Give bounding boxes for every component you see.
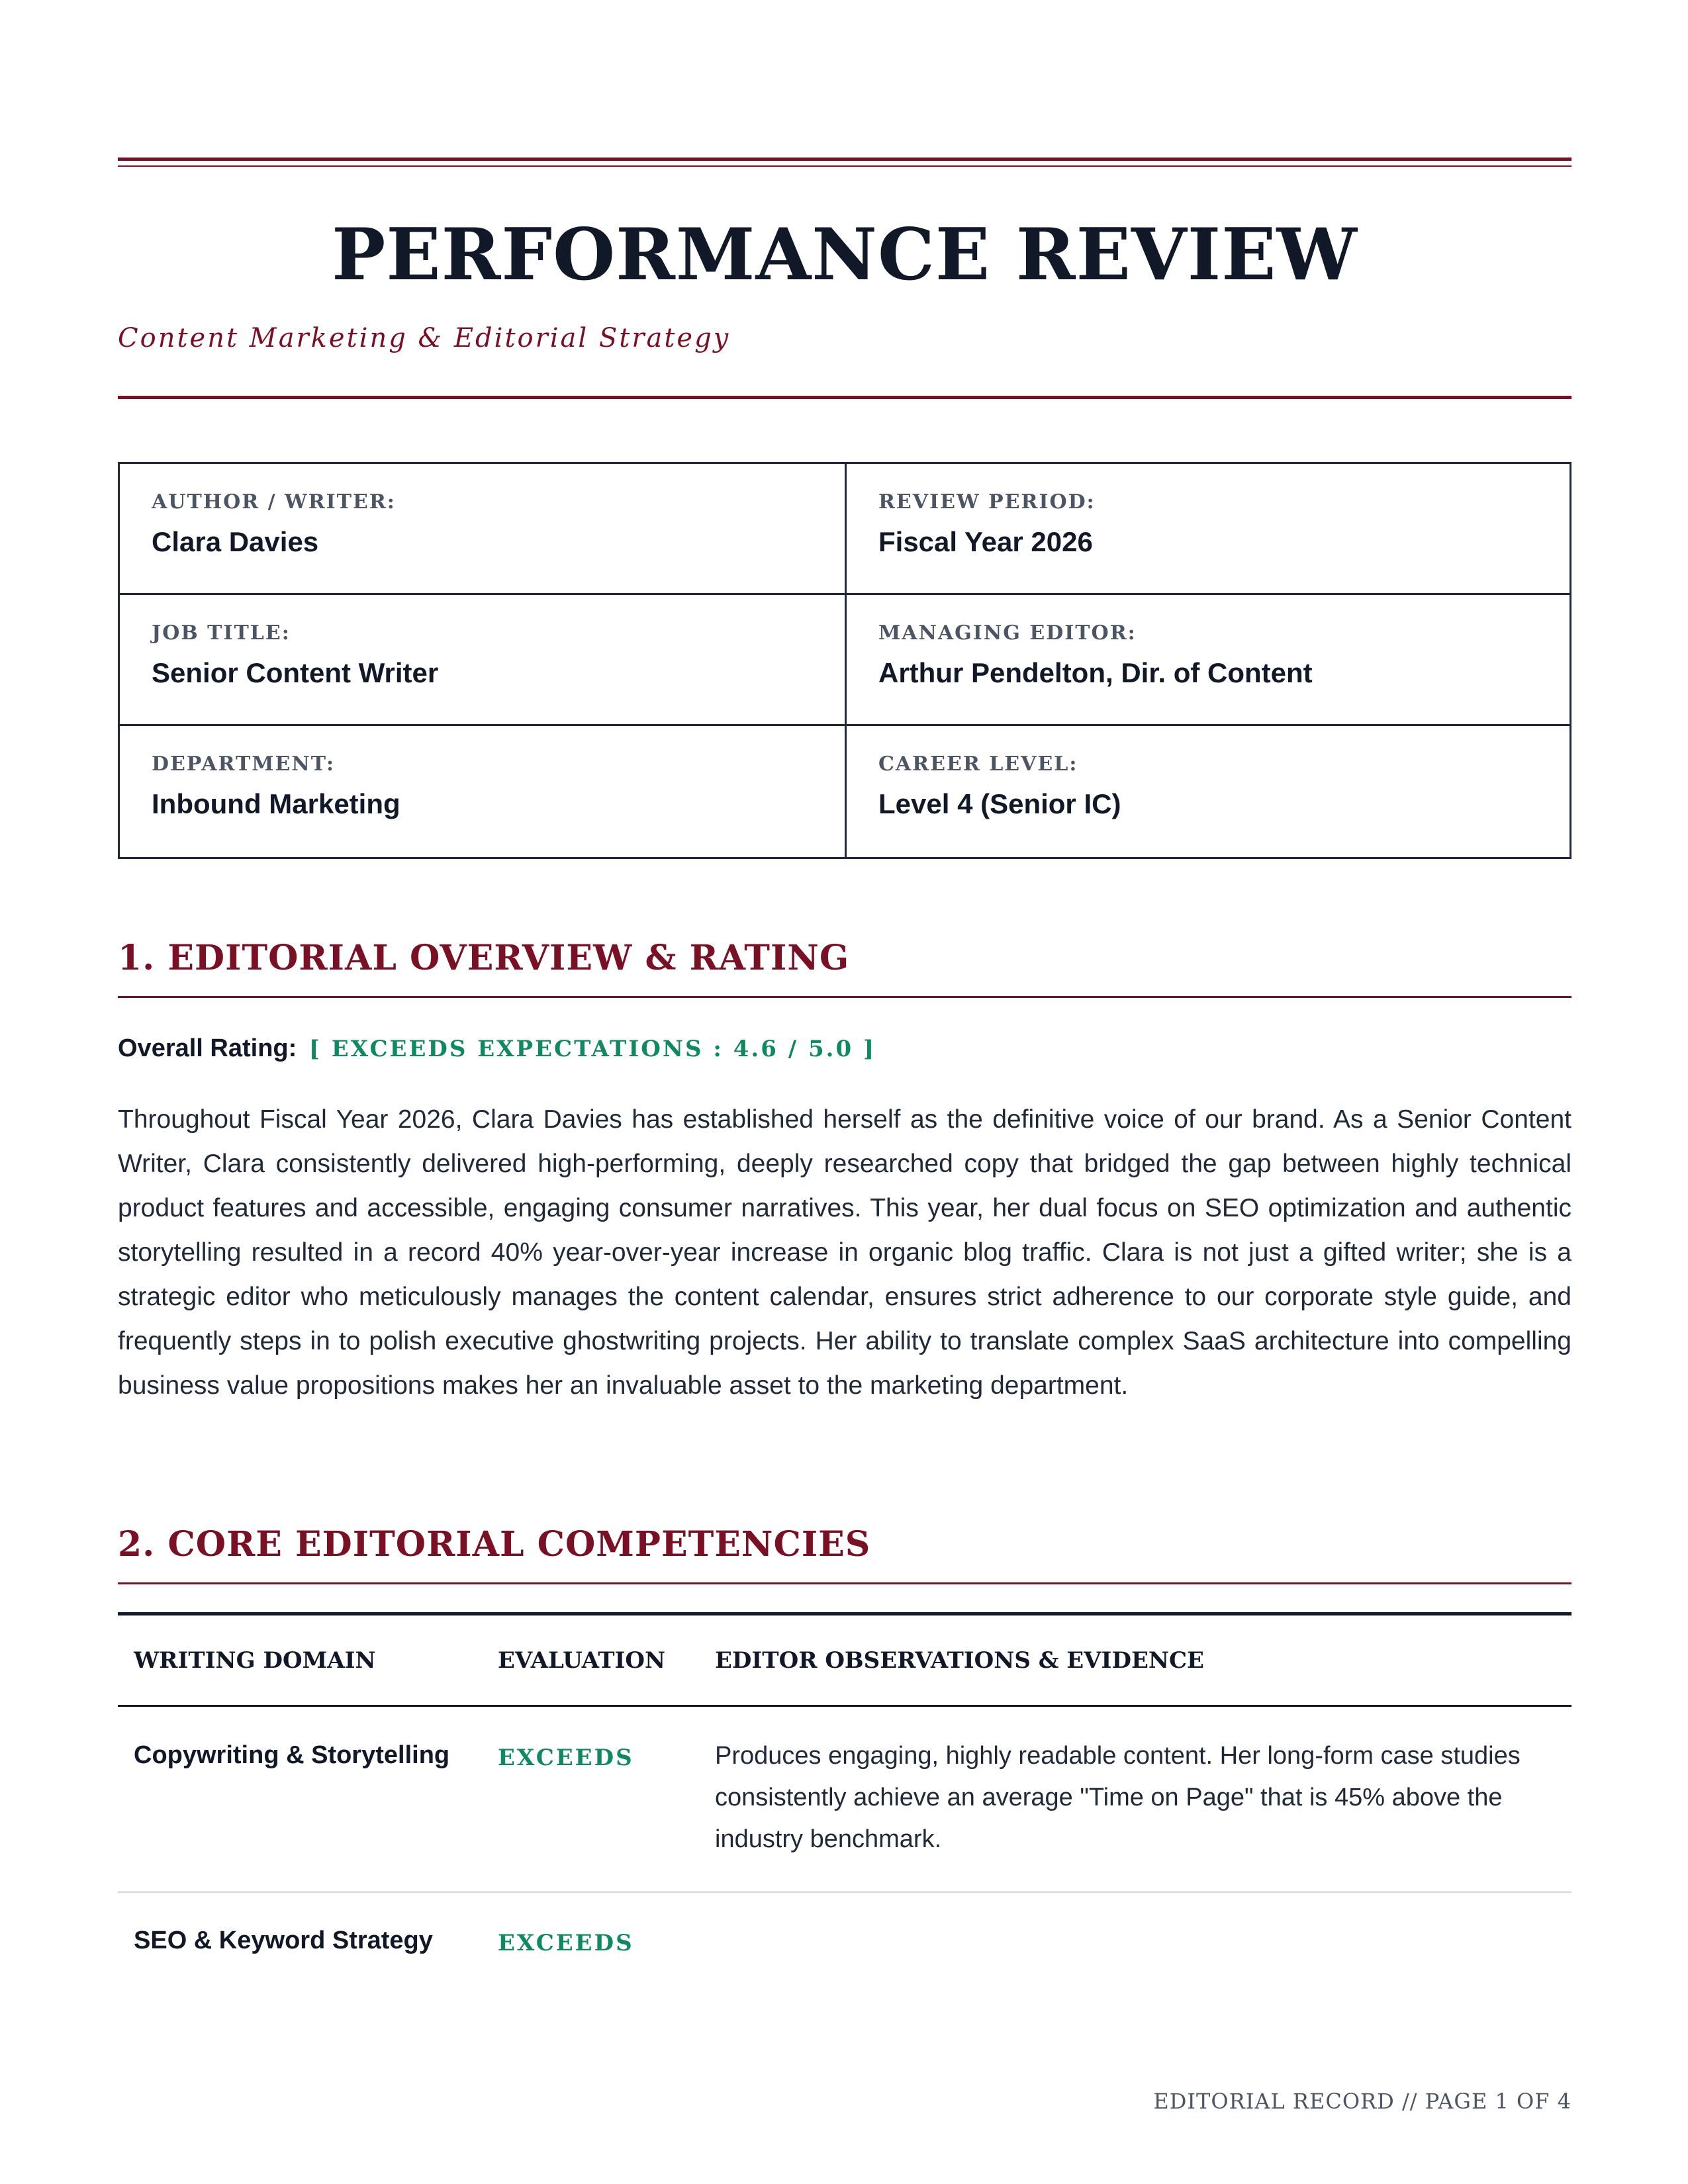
row1-domain: Copywriting & Storytelling [134, 1741, 450, 1769]
info-cell-period [845, 464, 1570, 595]
row1-observations: Produces engaging, highly readable content. Her long-form case studies consistently achieve an average "Time on Page" that is 45% above the industry benchmark. [715, 1742, 1521, 1853]
author-label: AUTHOR / WRITER: [152, 490, 396, 514]
header-rule-thin [118, 165, 1571, 167]
author-value: Clara Davies [152, 526, 319, 557]
competency-header-rule [118, 1705, 1571, 1707]
info-cell-author [120, 464, 845, 595]
row2-domain: SEO & Keyword Strategy [134, 1927, 433, 1954]
page-footer: EDITORIAL RECORD // PAGE 1 OF 4 [1153, 2089, 1571, 2114]
subtitle-rule [118, 396, 1571, 399]
level-value: Level 4 (Senior IC) [878, 788, 1121, 819]
rating-value: [ EXCEEDS EXPECTATIONS : 4.6 / 5.0 ] [308, 1036, 876, 1062]
period-label: REVIEW PERIOD: [878, 490, 1096, 514]
row2-evaluation: EXCEEDS [498, 1930, 634, 1956]
job-label: JOB TITLE: [152, 621, 291, 645]
column-header-observations: EDITOR OBSERVATIONS & EVIDENCE [715, 1647, 1204, 1674]
page-title: PERFORMANCE REVIEW [332, 213, 1358, 296]
job-value: Senior Content Writer [152, 657, 439, 688]
info-cell-job [120, 595, 845, 726]
column-header-evaluation: EVALUATION [498, 1647, 666, 1674]
overview-paragraph: Throughout Fiscal Year 2026, Clara Davies has established herself as the definitive voice of our brand. As a Senior Content Writer, Clara consistently delivered high-performing, deeply researched copy that bridged the gap between highly technical product features and accessible, engaging consumer narratives. This year, her dual focus on SEO optimization and authentic storytelling resulted in a record 40% year-over-year increase in organic blog traffic. Clara is not just a gifted writer; she is a strategic editor who meticulously manages the content calendar, ensures strict adherence to our corporate style guide, and frequently steps in to polish executive ghostwriting projects. Her ability to translate complex SaaS architecture into compelling business value propositions makes her an invaluable asset to the marketing department. [118, 1105, 1571, 1400]
page-subtitle: Content Marketing & Editorial Strategy [118, 323, 731, 353]
row-divider [118, 1891, 1571, 1893]
editor-value: Arthur Pendelton, Dir. of Content [878, 657, 1313, 688]
section1-rule [118, 996, 1571, 998]
overall-rating [118, 1031, 876, 1066]
department-label: DEPARTMENT: [152, 752, 336, 776]
section2-heading: 2. CORE EDITORIAL COMPETENCIES [118, 1524, 871, 1565]
info-cell-editor [845, 595, 1570, 726]
info-cell-department [120, 726, 845, 857]
editor-label: MANAGING EDITOR: [878, 621, 1137, 645]
level-label: CAREER LEVEL: [878, 752, 1078, 776]
header-rule-thick [118, 158, 1571, 161]
rating-label: Overall Rating: [118, 1034, 297, 1062]
info-cell-level [845, 726, 1570, 857]
row1-evaluation: EXCEEDS [498, 1745, 634, 1771]
department-value: Inbound Marketing [152, 788, 400, 819]
column-header-domain: WRITING DOMAIN [134, 1647, 376, 1674]
employee-info-table [118, 462, 1571, 859]
section1-heading: 1. EDITORIAL OVERVIEW & RATING [118, 938, 850, 978]
competency-table-top-rule [118, 1612, 1571, 1615]
section2-rule [118, 1582, 1571, 1584]
period-value: Fiscal Year 2026 [878, 526, 1093, 557]
